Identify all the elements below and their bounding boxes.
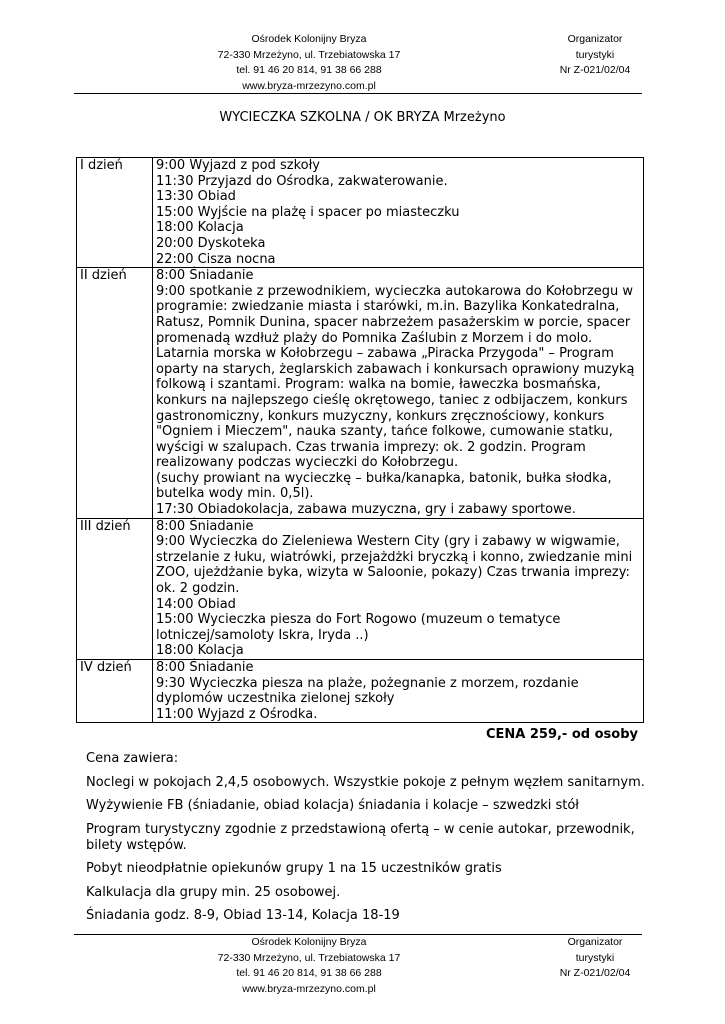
day-activities — [153, 660, 644, 723]
program-day-row — [77, 268, 644, 519]
terms-item: Śniadania godz. 8-9, Obiad 13-14, Kolacja 18-19 — [86, 908, 400, 923]
activity-line: 11:30 Przyjazd do Ośrodka, zakwaterowanie. — [156, 173, 448, 189]
activity-line: 20:00 Dyskoteka — [156, 235, 266, 251]
footer-license-block — [535, 935, 655, 982]
activity-line: 14:00 Obiad — [156, 596, 236, 612]
license-block — [535, 32, 655, 79]
footer-organizer-phone: tel. 91 46 20 814, 91 38 66 288 — [236, 967, 382, 979]
activity-line: 9:00 Wyjazd z pod szkoły — [156, 158, 320, 173]
terms-item: Program turystyczny zgodnie z przedstawioną ofertą – w cenie autokar, przewodnik, bilety wstępów. — [86, 821, 635, 853]
activity-line: 15:00 Wyjście na plażę i spacer po miasteczku — [156, 204, 460, 220]
activity-line: 8:00 Śniadanie — [156, 660, 254, 675]
terms-section — [86, 751, 646, 932]
footer-license-line-1: Organizator — [567, 936, 623, 948]
document-title: WYCIECZKA SZKOLNA / OK BRYZA Mrzeżyno — [219, 110, 506, 125]
footer-license-line-2: turystyki — [575, 951, 615, 964]
license-line-2: turystyki — [575, 48, 615, 61]
terms-heading: Cena zawiera: — [86, 751, 179, 766]
header-divider — [74, 93, 642, 94]
program-day-row — [77, 518, 644, 659]
day-label: IV dzień — [77, 660, 153, 723]
day-label: III dzień — [77, 518, 153, 659]
footer-license-number: Nr Z-021/02/04 — [559, 967, 631, 979]
activity-line: 13:30 Obiad — [156, 189, 236, 205]
terms-item: Wyżywienie FB (śniadanie, obiad kolacja) śniadania i kolacje – szwedzki stół — [86, 798, 579, 813]
organizer-address-block — [190, 32, 428, 94]
day-activities — [153, 518, 644, 659]
page-header — [0, 32, 725, 92]
activity-line: 11:00 Wyjazd z Ośrodka. — [156, 706, 318, 722]
activity-line: 9:30 Wycieczka piesza na plaże, pożegnanie z morzem, rozdanie dyplomów uczestnika zielonej szkoły — [156, 675, 579, 707]
activity-line: 8:00 Śniadanie — [156, 518, 254, 534]
footer-organizer-website: www.bryza-mrzezyno.com.pl — [242, 982, 376, 995]
program-day-row — [77, 158, 644, 268]
page-footer — [0, 934, 725, 994]
activity-line: 9:00 Wycieczka do Zieleniewa Western City (gry i zabawy w wigwamie, strzelanie z łuku, wiatrówki, przejażdżki bryczką i konno, zwiedzanie mini ZOO, ujeżdżanie byka, wizyta w Saloonie, pokazy) Czas trwania imprezy: ok. 2 godzin. — [156, 534, 633, 597]
footer-organizer-street: 72-330 Mrzeżyno, ul. Trzebiatowska 17 — [217, 951, 401, 964]
day-label: I dzień — [77, 158, 153, 268]
terms-item: Kalkulacja dla grupy min. 25 osobowej. — [86, 884, 341, 900]
terms-item: Pobyt nieodpłatnie opiekunów grupy 1 na 15 uczestników gratis — [86, 861, 502, 876]
activity-line: 17:30 Obiadokolacja, zabawa muzyczna, gry i zabawy sportowe. — [156, 502, 576, 518]
activity-line: 9:00 spotkanie z przewodnikiem, wycieczka autokarowa do Kołobrzegu w programie: zwiedzanie miasta i starówki, m.in. Bazylika Konkatedralna, Ratusz, Pomnik Dunina, spacer nabrzeżem pasażerskim w porcie, spacer promenadą wzdłuż plaży do Pomnika Zaślubin z Morzem i do molo. Latarnia morska w Kołobrzegu – zabawa „Piracka Przygoda" – Program oparty na starych, żeglarskich zabawach i konkursach oprawiony muzyką folkową i szantami. Program: walka na bomie, ławeczka bosmańska, konkurs na najlepszego cieślę okrętowego, taniec z odbijaczem, konkurs gastronomiczny, konkurs muzyczny, konkurs zręcznościowy, konkurs "Ogniem i Mieczem", nauka szanty, tańce folkowe, cumowanie statku, wyścigi w szalupach. Czas trwania imprezy: ok. 2 godzin. Program realizowany podczas wycieczki do Kołobrzegu. — [156, 283, 635, 471]
terms-item: Noclegi w pokojach 2,4,5 osobowych. Wszystkie pokoje z pełnym węzłem sanitarnym. — [86, 774, 645, 790]
activity-line: (suchy prowiant na wycieczkę – bułka/kanapka, batonik, bułka słodka, butelka wody min. 0,5l). — [156, 470, 612, 502]
day-label: II dzień — [77, 268, 153, 519]
program-table — [76, 157, 644, 723]
price-label: CENA 259,- od osoby — [485, 727, 638, 742]
program-day-row — [77, 660, 644, 723]
day-activities — [153, 268, 644, 519]
organizer-street: 72-330 Mrzeżyno, ul. Trzebiatowska 17 — [217, 48, 401, 61]
activity-line: 15:00 Wycieczka piesza do Fort Rogowo (muzeum o tematyce lotniczej/samoloty Iskra, Iryda ..) — [156, 612, 561, 643]
footer-organizer-name: Ośrodek Kolonijny Bryza — [251, 936, 367, 948]
license-number: Nr Z-021/02/04 — [559, 64, 631, 76]
activity-line: 22:00 Cisza nocna — [156, 251, 276, 267]
footer-address-block — [190, 935, 428, 997]
activity-line: 18:00 Kolacja — [156, 220, 244, 236]
license-line-1: Organizator — [567, 33, 623, 45]
organizer-name: Ośrodek Kolonijny Bryza — [251, 33, 367, 45]
organizer-website: www.bryza-mrzezyno.com.pl — [242, 79, 376, 92]
activity-line: 18:00 Kolacja — [156, 643, 244, 659]
organizer-phone: tel. 91 46 20 814, 91 38 66 288 — [236, 64, 382, 76]
activity-line: 8:00 Śniadanie — [156, 268, 254, 284]
day-activities — [153, 158, 644, 268]
